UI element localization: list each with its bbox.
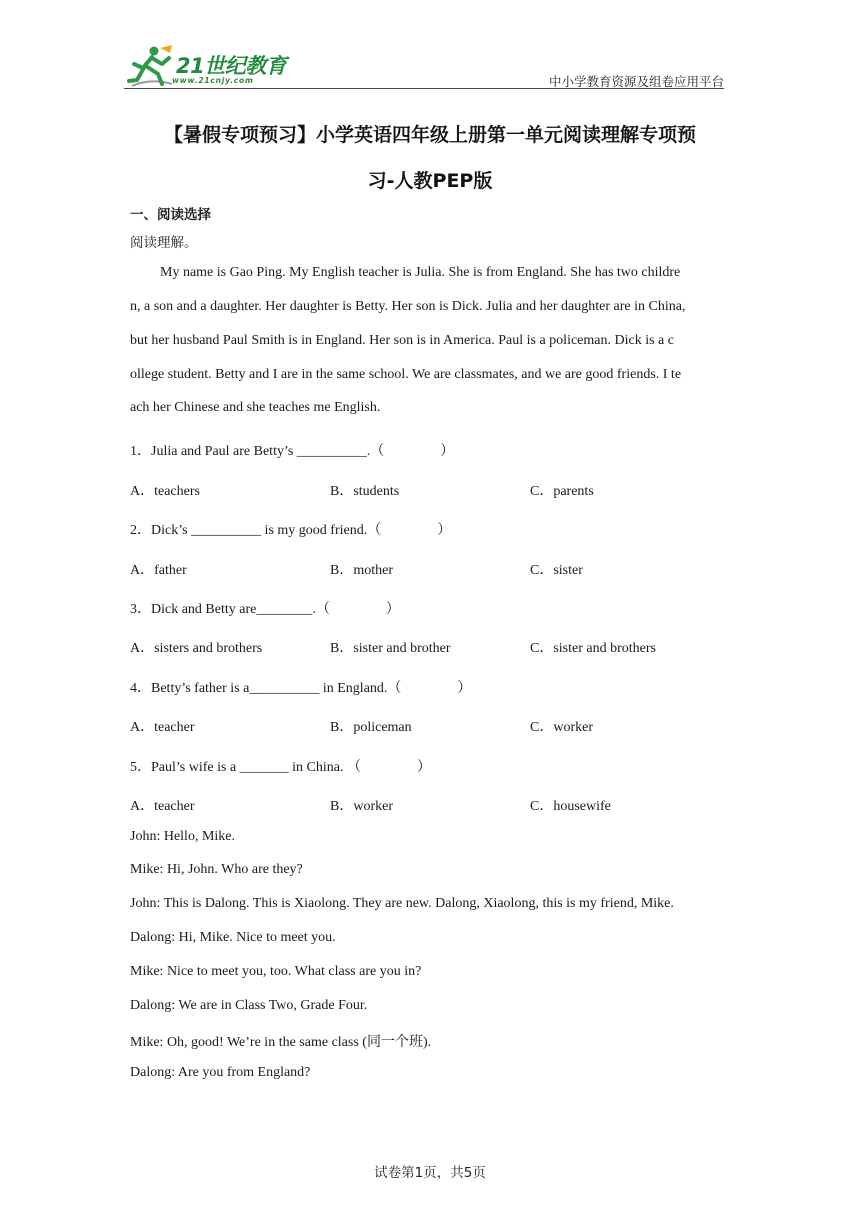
option-c[interactable]: C．sister and brothers	[530, 641, 656, 656]
option-c[interactable]: C．parents	[530, 484, 594, 499]
question-stem: 5．Paul’s wife is a _______ in China. （ ）	[130, 760, 431, 775]
option-a[interactable]: A．teacher	[130, 720, 195, 735]
dialogue-line: Dalong: Are you from England?	[130, 1065, 311, 1080]
option-a[interactable]: A．sisters and brothers	[130, 641, 263, 656]
page-header	[124, 44, 724, 90]
dialogue-line: Dalong: We are in Class Two, Grade Four.	[130, 998, 368, 1013]
option-c[interactable]: C．housewife	[530, 799, 611, 814]
logo-url: www.21cnjy.com	[172, 76, 254, 85]
option-b[interactable]: B．students	[330, 484, 400, 499]
question-stem: 1．Julia and Paul are Betty’s __________.（ ）	[130, 444, 455, 459]
running-figure-icon	[124, 44, 176, 90]
passage-line: ach her Chinese and she teaches me English.	[130, 400, 381, 415]
dialogue-line: Mike: Oh, good! We’re in the same class (同一个班).	[130, 1035, 432, 1050]
option-a[interactable]: A．father	[130, 563, 187, 578]
header-divider	[124, 88, 724, 89]
passage-line: My name is Gao Ping. My English teacher is Julia. She is from England. She has two childre	[160, 265, 681, 280]
page-footer: 试卷第1页，共5页	[374, 1165, 486, 1181]
dialogue-line: Dalong: Hi, Mike. Nice to meet you.	[130, 930, 336, 945]
dialogue-line: John: Hello, Mike.	[130, 829, 235, 844]
option-b[interactable]: B．worker	[330, 799, 393, 814]
question-stem: 2．Dick’s __________ is my good friend.（ ）	[130, 523, 452, 538]
option-b[interactable]: B．sister and brother	[330, 641, 451, 656]
option-b[interactable]: B．policeman	[330, 720, 412, 735]
dialogue-line: Mike: Hi, John. Who are they?	[130, 862, 303, 877]
document-title-line-1: 【暑假专项预习】小学英语四年级上册第一单元阅读理解专项预	[163, 124, 696, 146]
option-a[interactable]: A．teacher	[130, 799, 195, 814]
header-slogan: 中小学教育资源及组卷应用平台	[548, 75, 724, 89]
section-instruction: 阅读理解。	[130, 235, 198, 251]
option-a[interactable]: A．teachers	[130, 484, 200, 499]
section-heading: 一、阅读选择	[130, 207, 211, 223]
passage-line: n, a son and a daughter. Her daughter is Betty. Her son is Dick. Julia and her daughter are in China,	[130, 299, 686, 314]
passage-line: ollege student. Betty and I are in the same school. We are classmates, and we are good friends. I te	[130, 367, 682, 382]
option-c[interactable]: C．sister	[530, 563, 583, 578]
dialogue-line: Mike: Nice to meet you, too. What class are you in?	[130, 964, 422, 979]
document-title-line-2: 习-人教PEP版	[367, 170, 493, 192]
logo-text: 21世纪教育	[176, 54, 287, 78]
question-stem: 4．Betty’s father is a__________ in England.（ ）	[130, 681, 472, 696]
dialogue-line: John: This is Dalong. This is Xiaolong. They are new. Dalong, Xiaolong, this is my friend, Mike.	[130, 896, 674, 911]
option-b[interactable]: B．mother	[330, 563, 393, 578]
option-c[interactable]: C．worker	[530, 720, 593, 735]
passage-line: but her husband Paul Smith is in England. Her son is in America. Paul is a policeman. Dick is a c	[130, 333, 674, 348]
question-stem: 3．Dick and Betty are________.（ ）	[130, 602, 400, 617]
logo	[124, 44, 294, 90]
